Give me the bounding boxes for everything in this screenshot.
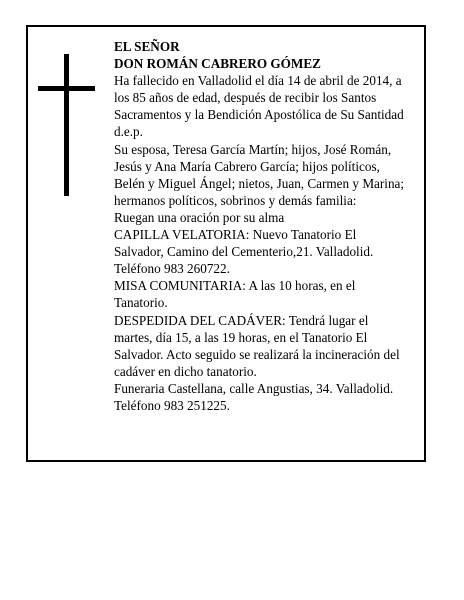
death-line: Sacramentos y la Bendición Apostólica de Su Santidad [114,107,404,123]
death-line: Ha fallecido en Valladolid el día 14 de abril de 2014, a [114,73,402,89]
chapel-line: Teléfono 983 260722. [114,261,230,277]
mass-line: Tanatorio. [114,295,168,311]
cross-horizontal-bar [38,86,95,91]
funeral-home-line: Teléfono 983 251225. [114,397,230,413]
death-line: los 85 años de edad, después de recibir los Santos [114,90,377,106]
farewell-line: martes, día 15, a las 19 horas, en el Tanatorio El [114,329,368,345]
heading: EL SEÑOR [114,39,180,54]
death-line: d.e.p. [114,124,143,140]
prayer-line: Ruegan una oración por su alma [114,209,285,225]
deceased-name: DON ROMÁN CABRERO GÓMEZ [114,56,321,72]
family-line: hermanos políticos, sobrinos y demás familia: [114,192,357,208]
cross-vertical-bar [64,54,69,196]
mass-line: MISA COMUNITARIA: A las 10 horas, en el [114,278,356,294]
chapel-line: CAPILLA VELATORIA: Nuevo Tanatorio El [114,227,357,243]
farewell-line: Salvador. Acto seguido se realizará la incineración del [114,346,400,362]
farewell-line: DESPEDIDA DEL CADÁVER: Tendrá lugar el [114,312,369,328]
obituary-text [114,38,420,414]
farewell-line: cadáver en dicho tanatorio. [114,363,257,379]
family-line: Su esposa, Teresa García Martín; hijos, José Román, [114,141,392,157]
funeral-home-line: Funeraria Castellana, calle Angustias, 34. Valladolid. [114,380,394,396]
family-line: Jesús y Ana María Cabrero García; hijos políticos, [114,158,380,174]
family-line: Belén y Miguel Ángel; nietos, Juan, Carmen y Marina; [114,175,405,191]
chapel-line: Salvador, Camino del Cementerio,21. Valladolid. [114,244,374,260]
